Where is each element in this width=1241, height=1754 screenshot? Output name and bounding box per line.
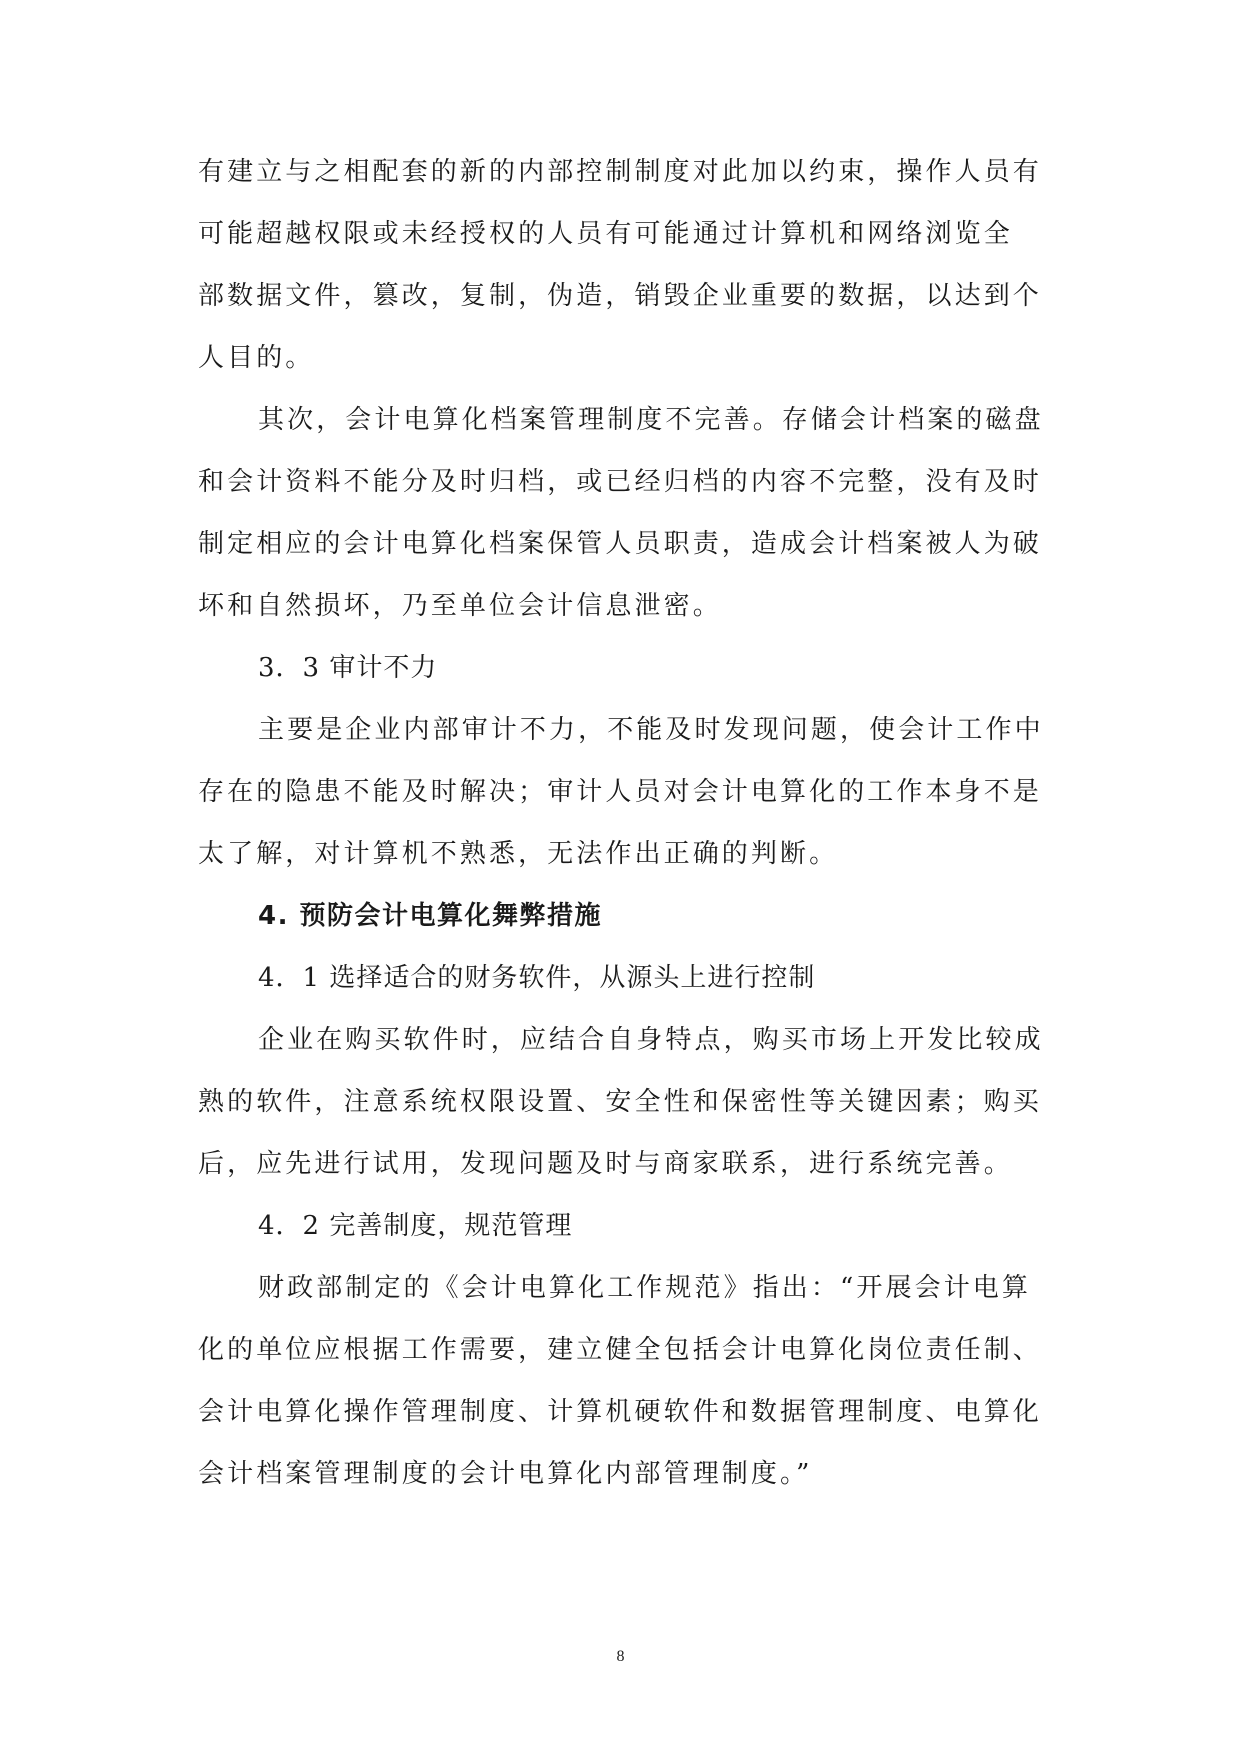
paragraph-line: 会计电算化操作管理制度、计算机硬软件和数据管理制度、电算化 [198, 1397, 1042, 1427]
paragraph-line: 人目的。 [198, 343, 315, 373]
paragraph-line: 部数据文件，篡改，复制，伪造，销毁企业重要的数据，以达到个 [198, 281, 1042, 311]
section-heading: 4. 预防会计电算化舞弊措施 [258, 901, 603, 931]
page-number: 8 [616, 1648, 625, 1665]
paragraph-line: 坏和自然损坏，乃至单位会计信息泄密。 [198, 591, 722, 621]
paragraph-line: 财政部制定的《会计电算化工作规范》指出：“开展会计电算 [258, 1273, 1031, 1303]
paragraph-line: 存在的隐患不能及时解决；审计人员对会计电算化的工作本身不是 [198, 777, 1042, 807]
paragraph-line: 太了解，对计算机不熟悉，无法作出正确的判断。 [198, 839, 839, 869]
paragraph-line: 可能超越权限或未经授权的人员有可能通过计算机和网络浏览全 [198, 219, 1013, 249]
subsection-heading: 4．1 选择适合的财务软件，从源头上进行控制 [258, 963, 816, 993]
paragraph-line: 熟的软件，注意系统权限设置、安全性和保密性等关键因素；购买 [198, 1087, 1042, 1117]
paragraph-line: 制定相应的会计电算化档案保管人员职责，造成会计档案被人为破 [198, 529, 1042, 559]
subsection-heading: 4．2 完善制度，规范管理 [258, 1211, 573, 1241]
paragraph-line: 主要是企业内部审计不力，不能及时发现问题，使会计工作中 [258, 715, 1044, 745]
paragraph-line: 会计档案管理制度的会计电算化内部管理制度。” [198, 1459, 813, 1489]
paragraph-line: 有建立与之相配套的新的内部控制制度对此加以约束，操作人员有 [198, 157, 1042, 187]
subsection-heading: 3．3 审计不力 [258, 653, 438, 683]
paragraph-line: 其次，会计电算化档案管理制度不完善。存储会计档案的磁盘 [258, 405, 1044, 435]
paragraph-line: 和会计资料不能分及时归档，或已经归档的内容不完整，没有及时 [198, 467, 1042, 497]
paragraph-line: 化的单位应根据工作需要，建立健全包括会计电算化岗位责任制、 [198, 1335, 1042, 1365]
paragraph-line: 后，应先进行试用，发现问题及时与商家联系，进行系统完善。 [198, 1149, 1013, 1179]
paragraph-line: 企业在购买软件时，应结合自身特点，购买市场上开发比较成 [258, 1025, 1044, 1055]
